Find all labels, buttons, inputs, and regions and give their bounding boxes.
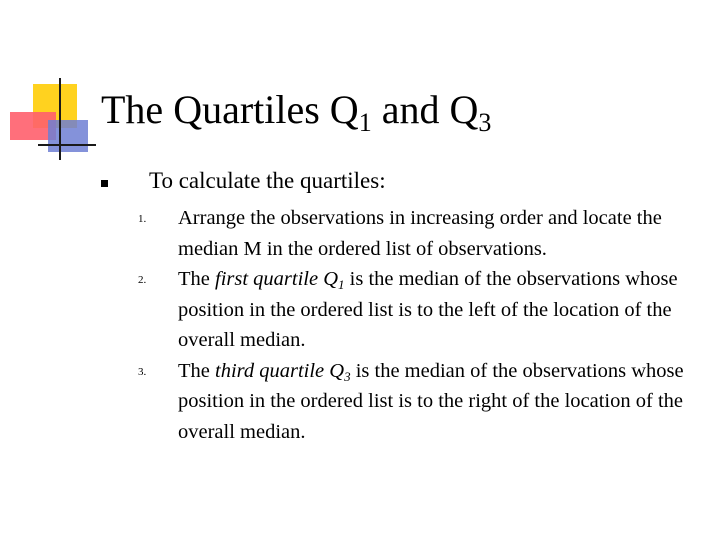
title-subscript-3: 3 [478, 108, 492, 137]
slide-title [101, 86, 492, 137]
step-number: 3. [138, 365, 147, 378]
step-text: Arrange the observations in increasing order and locate the median M in the ordered list of observations. [178, 207, 662, 260]
logo-vertical-line [59, 78, 61, 160]
step-term-subscript: 3 [344, 368, 351, 384]
slide-logo-decoration [0, 0, 110, 170]
steps-list [130, 203, 690, 447]
list-item [130, 203, 690, 264]
bullet-text: To calculate the quartiles: [149, 168, 386, 193]
step-term-text: third quartile Q [215, 359, 345, 382]
step-prefix: The [178, 268, 215, 290]
step-text [178, 356, 690, 448]
list-item [130, 356, 690, 448]
step-term-subscript: 1 [338, 277, 345, 292]
logo-blue-square [48, 120, 88, 152]
title-text-before: The Quartiles Q [101, 87, 359, 132]
step-text [178, 264, 690, 356]
step-suffix: is the median of the observations whose position in the ordered list is to the right of the location of the overall median. [178, 359, 684, 443]
step-term [215, 268, 345, 290]
title-subscript-1: 1 [358, 108, 372, 137]
logo-horizontal-line [38, 144, 96, 146]
step-prefix: The [178, 359, 215, 382]
step-number: 2. [138, 274, 147, 286]
title-text-middle: and Q [371, 87, 479, 132]
list-item [130, 264, 690, 356]
step-term-text: first quartile Q [215, 268, 339, 290]
step-term [215, 360, 351, 382]
step-number: 1. [138, 213, 147, 225]
step-suffix: is the median of the observations whose position in the ordered list is to the left of the location of the overall median. [178, 268, 678, 351]
square-bullet-icon [101, 180, 108, 187]
